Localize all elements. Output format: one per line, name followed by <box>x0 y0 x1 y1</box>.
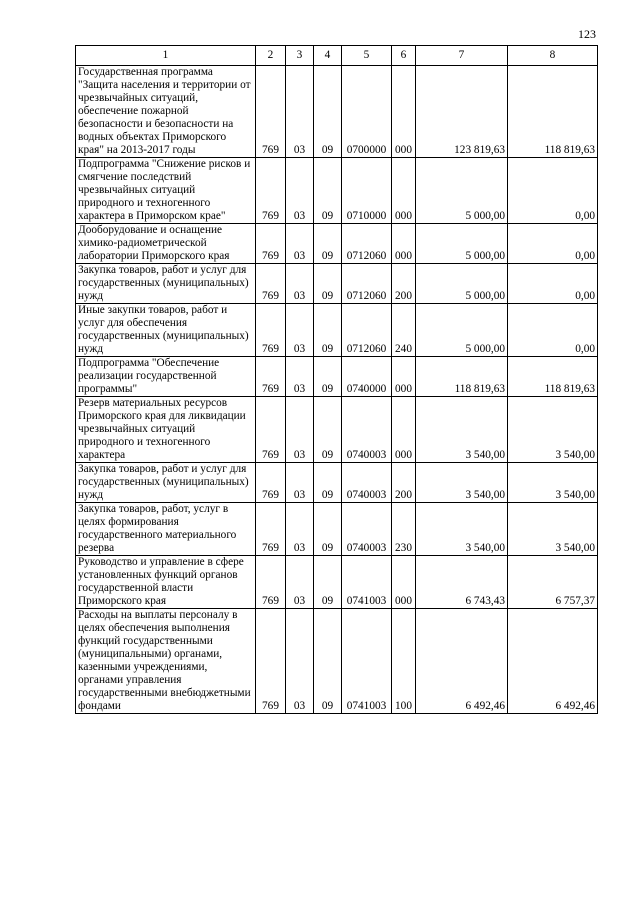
subsection-code-cell: 09 <box>314 304 342 357</box>
header-cell: 1 <box>76 46 256 66</box>
budget-table <box>75 45 598 714</box>
subsection-code-cell: 09 <box>314 503 342 556</box>
table-row <box>76 609 598 714</box>
target-item-code-cell: 0712060 <box>342 224 392 264</box>
expense-type-code-cell: 000 <box>392 66 416 158</box>
table-row <box>76 357 598 397</box>
table-row <box>76 503 598 556</box>
amount-year1-cell: 3 540,00 <box>416 503 508 556</box>
section-code-cell: 03 <box>286 264 314 304</box>
admin-code-cell: 769 <box>256 158 286 224</box>
row-name-cell: Закупка товаров, работ и услуг для государственных (муниципальных) нужд <box>76 264 256 304</box>
table-row <box>76 66 598 158</box>
expense-type-code-cell: 100 <box>392 609 416 714</box>
amount-year1-cell: 5 000,00 <box>416 304 508 357</box>
target-item-code-cell: 0700000 <box>342 66 392 158</box>
section-code-cell: 03 <box>286 397 314 463</box>
admin-code-cell: 769 <box>256 556 286 609</box>
admin-code-cell: 769 <box>256 224 286 264</box>
subsection-code-cell: 09 <box>314 609 342 714</box>
amount-year1-cell: 118 819,63 <box>416 357 508 397</box>
subsection-code-cell: 09 <box>314 264 342 304</box>
row-name-cell: Государственная программа "Защита населения и территории от чрезвычайных ситуаций, обеспечение пожарной безопасности и безопасности на водных объектах Приморского края" на 2013-2017 годы <box>76 66 256 158</box>
row-name-cell: Руководство и управление в сфере установленных функций органов государственной власти Приморского края <box>76 556 256 609</box>
expense-type-code-cell: 000 <box>392 224 416 264</box>
amount-year2-cell: 3 540,00 <box>508 503 598 556</box>
amount-year1-cell: 3 540,00 <box>416 397 508 463</box>
amount-year1-cell: 6 743,43 <box>416 556 508 609</box>
page-number: 123 <box>578 27 596 41</box>
row-name-cell: Расходы на выплаты персоналу в целях обеспечения выполнения функций государственными (муниципальными) органами, казенными учреждениями, органами управления государственными внебюджетными фондами <box>76 609 256 714</box>
section-code-cell: 03 <box>286 66 314 158</box>
target-item-code-cell: 0741003 <box>342 556 392 609</box>
section-code-cell: 03 <box>286 304 314 357</box>
admin-code-cell: 769 <box>256 66 286 158</box>
table-row <box>76 264 598 304</box>
amount-year1-cell: 5 000,00 <box>416 158 508 224</box>
row-name-cell: Закупка товаров, работ и услуг для государственных (муниципальных) нужд <box>76 463 256 503</box>
target-item-code-cell: 0740003 <box>342 463 392 503</box>
subsection-code-cell: 09 <box>314 556 342 609</box>
amount-year1-cell: 5 000,00 <box>416 264 508 304</box>
section-code-cell: 03 <box>286 357 314 397</box>
header-cell: 7 <box>416 46 508 66</box>
section-code-cell: 03 <box>286 503 314 556</box>
amount-year2-cell: 118 819,63 <box>508 66 598 158</box>
expense-type-code-cell: 240 <box>392 304 416 357</box>
amount-year2-cell: 3 540,00 <box>508 397 598 463</box>
table-row <box>76 158 598 224</box>
admin-code-cell: 769 <box>256 304 286 357</box>
admin-code-cell: 769 <box>256 503 286 556</box>
table-row <box>76 556 598 609</box>
expense-type-code-cell: 200 <box>392 463 416 503</box>
table-row <box>76 304 598 357</box>
row-name-cell: Резерв материальных ресурсов Приморского края для ликвидации чрезвычайных ситуаций природного и техногенного характера <box>76 397 256 463</box>
amount-year1-cell: 5 000,00 <box>416 224 508 264</box>
table-body <box>76 66 598 714</box>
subsection-code-cell: 09 <box>314 357 342 397</box>
expense-type-code-cell: 000 <box>392 357 416 397</box>
amount-year1-cell: 123 819,63 <box>416 66 508 158</box>
section-code-cell: 03 <box>286 158 314 224</box>
expense-type-code-cell: 000 <box>392 158 416 224</box>
header-cell: 4 <box>314 46 342 66</box>
table-row <box>76 397 598 463</box>
target-item-code-cell: 0710000 <box>342 158 392 224</box>
row-name-cell: Иные закупки товаров, работ и услуг для обеспечения государственных (муниципальных) нужд <box>76 304 256 357</box>
amount-year1-cell: 6 492,46 <box>416 609 508 714</box>
target-item-code-cell: 0712060 <box>342 304 392 357</box>
target-item-code-cell: 0741003 <box>342 609 392 714</box>
target-item-code-cell: 0712060 <box>342 264 392 304</box>
section-code-cell: 03 <box>286 224 314 264</box>
subsection-code-cell: 09 <box>314 66 342 158</box>
section-code-cell: 03 <box>286 556 314 609</box>
table-row <box>76 463 598 503</box>
amount-year2-cell: 6 492,46 <box>508 609 598 714</box>
header-cell: 2 <box>256 46 286 66</box>
row-name-cell: Подпрограмма "Обеспечение реализации государственной программы" <box>76 357 256 397</box>
section-code-cell: 03 <box>286 463 314 503</box>
expense-type-code-cell: 200 <box>392 264 416 304</box>
admin-code-cell: 769 <box>256 463 286 503</box>
expense-type-code-cell: 000 <box>392 397 416 463</box>
target-item-code-cell: 0740000 <box>342 357 392 397</box>
target-item-code-cell: 0740003 <box>342 503 392 556</box>
subsection-code-cell: 09 <box>314 158 342 224</box>
amount-year2-cell: 0,00 <box>508 158 598 224</box>
amount-year2-cell: 3 540,00 <box>508 463 598 503</box>
amount-year2-cell: 0,00 <box>508 304 598 357</box>
expense-type-code-cell: 230 <box>392 503 416 556</box>
amount-year2-cell: 6 757,37 <box>508 556 598 609</box>
admin-code-cell: 769 <box>256 397 286 463</box>
header-cell: 8 <box>508 46 598 66</box>
row-name-cell: Дооборудование и оснащение химико-радиометрической лаборатории Приморского края <box>76 224 256 264</box>
subsection-code-cell: 09 <box>314 463 342 503</box>
row-name-cell: Закупка товаров, работ, услуг в целях формирования государственного материального резерва <box>76 503 256 556</box>
subsection-code-cell: 09 <box>314 397 342 463</box>
target-item-code-cell: 0740003 <box>342 397 392 463</box>
section-code-cell: 03 <box>286 609 314 714</box>
admin-code-cell: 769 <box>256 609 286 714</box>
header-cell: 5 <box>342 46 392 66</box>
amount-year1-cell: 3 540,00 <box>416 463 508 503</box>
expense-type-code-cell: 000 <box>392 556 416 609</box>
admin-code-cell: 769 <box>256 264 286 304</box>
admin-code-cell: 769 <box>256 357 286 397</box>
table-header-row <box>76 46 598 66</box>
header-cell: 6 <box>392 46 416 66</box>
header-cell: 3 <box>286 46 314 66</box>
amount-year2-cell: 0,00 <box>508 224 598 264</box>
row-name-cell: Подпрограмма "Снижение рисков и смягчение последствий чрезвычайных ситуаций природного и техногенного характера в Приморском крае" <box>76 158 256 224</box>
amount-year2-cell: 118 819,63 <box>508 357 598 397</box>
subsection-code-cell: 09 <box>314 224 342 264</box>
amount-year2-cell: 0,00 <box>508 264 598 304</box>
table-row <box>76 224 598 264</box>
